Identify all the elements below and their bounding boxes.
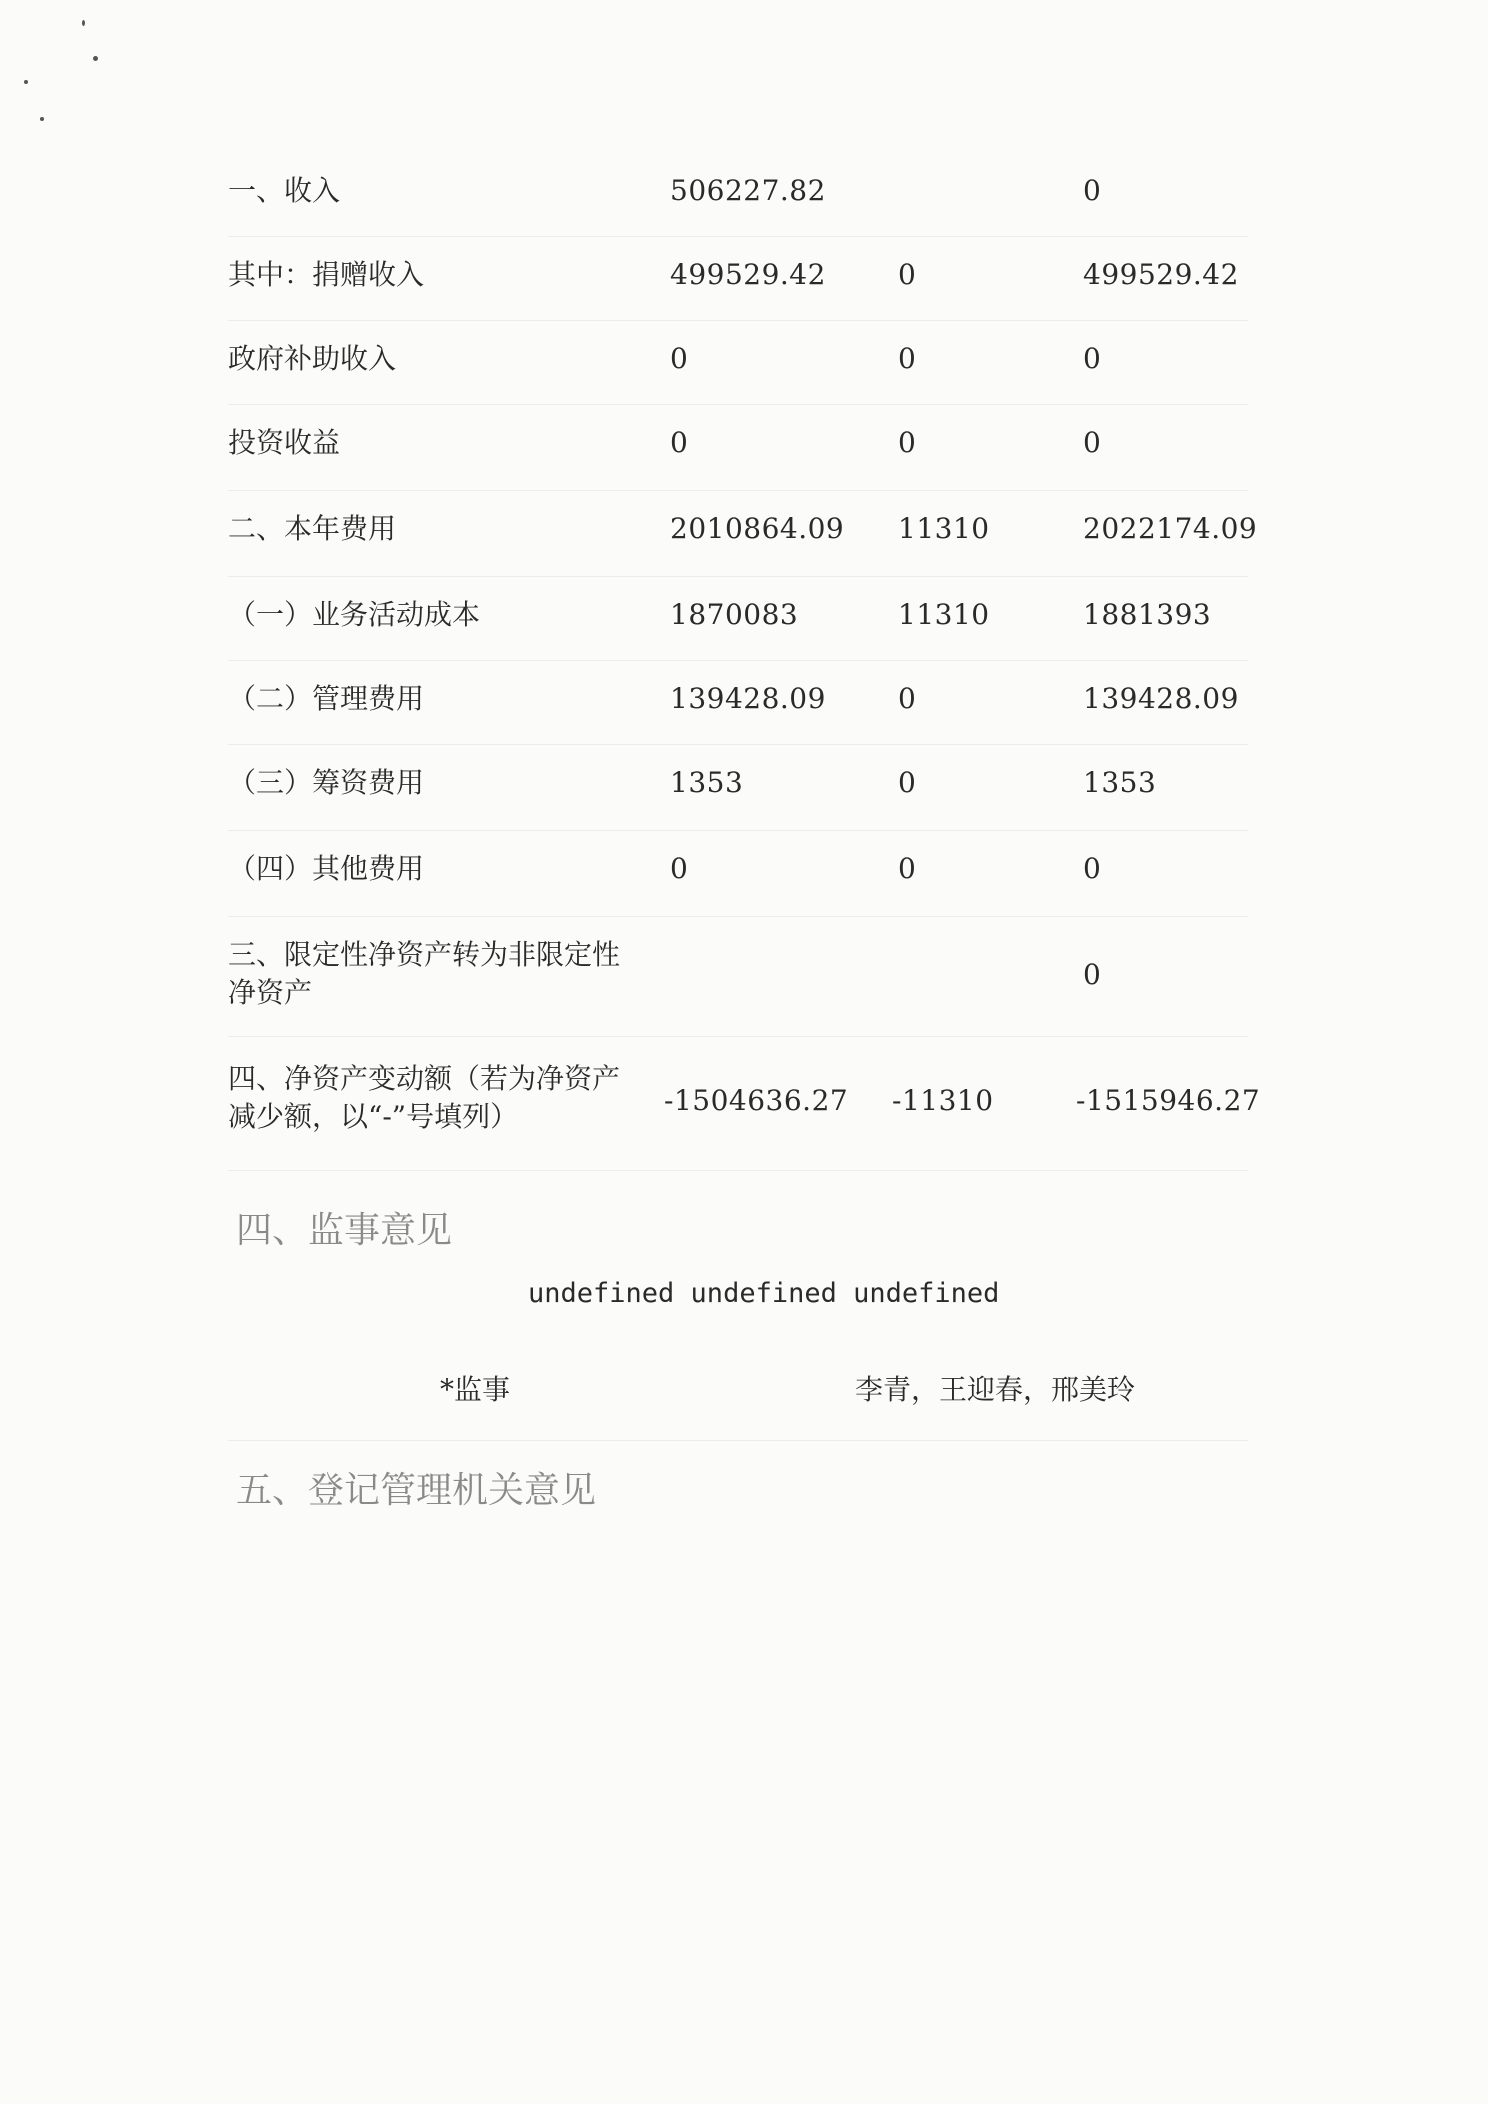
value-col-3: 499529.42 — [1083, 258, 1239, 291]
value-col-2: 0 — [898, 852, 917, 885]
value-col-1: 0 — [670, 852, 689, 885]
value-col-1: 499529.42 — [670, 258, 826, 291]
row-divider — [228, 1036, 1248, 1037]
value-col-2: 0 — [898, 342, 917, 375]
row-divider — [228, 576, 1248, 577]
row-divider — [228, 916, 1248, 917]
value-col-3: -1515946.27 — [1076, 1084, 1261, 1117]
value-col-3: 0 — [1083, 342, 1102, 375]
value-col-2: 0 — [898, 258, 917, 291]
scan-speck — [82, 20, 85, 26]
section-supervisor-title: 四、监事意见 — [236, 1210, 453, 1251]
row-label: 其中：捐赠收入 — [228, 258, 425, 291]
row-divider — [228, 744, 1248, 745]
row-label — [228, 936, 668, 1012]
value-col-1: 506227.82 — [670, 174, 826, 207]
value-col-3: 0 — [1083, 426, 1102, 459]
scan-speck — [93, 56, 98, 61]
value-col-2: 0 — [898, 766, 917, 799]
value-col-3: 2022174.09 — [1083, 512, 1258, 545]
scan-speck — [24, 80, 28, 84]
row-divider — [228, 830, 1248, 831]
supervisor-opinion-text: undefined undefined undefined — [528, 1278, 1000, 1309]
value-col-1: -1504636.27 — [664, 1084, 849, 1117]
scan-speck — [40, 117, 44, 121]
value-col-1: 2010864.09 — [670, 512, 845, 545]
value-col-1: 1870083 — [670, 598, 799, 631]
row-divider — [228, 404, 1248, 405]
section-registration-title: 五、登记管理机关意见 — [236, 1470, 597, 1511]
row-label: （四）其他费用 — [228, 852, 425, 885]
row-label: （三）筹资费用 — [228, 766, 425, 799]
supervisor-names: 李青，王迎春，邢美玲 — [855, 1373, 1136, 1406]
value-col-2: 11310 — [898, 598, 990, 631]
row-label: 政府补助收入 — [228, 342, 397, 375]
row-label: （一）业务活动成本 — [228, 598, 481, 631]
section-divider — [228, 1440, 1248, 1441]
row-label: 一、收入 — [228, 174, 341, 207]
value-col-1: 0 — [670, 342, 689, 375]
supervisor-label: *监事 — [440, 1373, 511, 1406]
row-divider — [228, 236, 1248, 237]
row-label: （二）管理费用 — [228, 682, 425, 715]
value-col-2: -11310 — [892, 1084, 994, 1117]
value-col-3: 139428.09 — [1083, 682, 1239, 715]
row-divider — [228, 660, 1248, 661]
value-col-3: 1881393 — [1083, 598, 1212, 631]
value-col-3: 0 — [1083, 958, 1102, 991]
row-label-line-2: 减少额，以“-”号填列） — [228, 1100, 519, 1133]
row-divider — [228, 320, 1248, 321]
row-divider — [228, 490, 1248, 491]
value-col-2: 11310 — [898, 512, 990, 545]
value-col-1: 0 — [670, 426, 689, 459]
row-label: 投资收益 — [228, 426, 341, 459]
row-label: 二、本年费用 — [228, 512, 397, 545]
value-col-1: 1353 — [670, 766, 744, 799]
row-label-line-1: 三、限定性净资产转为非限定性 — [228, 938, 621, 971]
value-col-3: 0 — [1083, 174, 1102, 207]
row-label — [228, 1060, 668, 1136]
value-col-3: 0 — [1083, 852, 1102, 885]
value-col-2: 0 — [898, 426, 917, 459]
row-divider — [228, 1170, 1248, 1171]
value-col-1: 139428.09 — [670, 682, 826, 715]
value-col-3: 1353 — [1083, 766, 1157, 799]
row-label-line-1: 四、净资产变动额（若为净资产 — [228, 1062, 621, 1095]
value-col-2: 0 — [898, 682, 917, 715]
row-label-line-2: 净资产 — [228, 976, 313, 1009]
